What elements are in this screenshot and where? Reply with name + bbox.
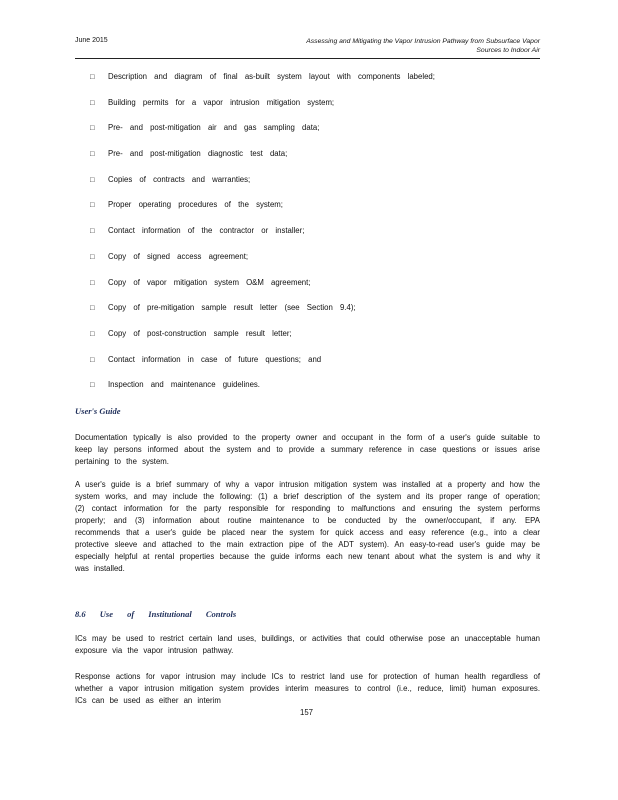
checkbox-bullet-icon: □ xyxy=(90,251,95,261)
list-item-text: Contact information in case of future questions; and xyxy=(108,354,322,364)
list-item-text: Copy of post-construction sample result letter; xyxy=(108,328,292,338)
checkbox-bullet-icon: □ xyxy=(90,174,95,184)
header-date: June 2015 xyxy=(75,37,108,44)
checkbox-bullet-icon: □ xyxy=(90,200,95,210)
list-item-text: Pre- and post-mitigation diagnostic test data; xyxy=(108,149,288,159)
body-paragraph: Documentation typically is also provided to the property owner and occupant in the form of a user's guide suitable to keep lay persons informed about the system and to provide a summary reference in case questions or issues arise pertaining to the system. xyxy=(75,433,540,466)
body-paragraph: Response actions for vapor intrusion may include ICs to restrict land use for protection of human health regardless of whether a vapor intrusion mitigation system provides interim measures to control (i.e., reduce, limit) human exposures. ICs can be used as either an interim xyxy=(75,672,540,705)
list-item-text: Inspection and maintenance guidelines. xyxy=(108,380,260,390)
list-item xyxy=(90,149,435,175)
checkbox-bullet-icon: □ xyxy=(90,277,95,287)
header-document-title: Assessing and Mitigating the Vapor Intrusion Pathway from Subsurface Vapor Sources to Indoor Air xyxy=(306,38,540,54)
body-paragraph: ICs may be used to restrict certain land uses, buildings, or activities that could otherwise pose an unacceptable human exposure via the vapor intrusion pathway. xyxy=(75,634,540,655)
section-heading-institutional-controls: 8.6 Use of Institutional Controls xyxy=(75,609,237,619)
list-item-text: Copy of signed access agreement; xyxy=(108,251,249,261)
list-item xyxy=(90,355,435,381)
list-item-text: Pre- and post-mitigation air and gas sampling data; xyxy=(108,123,320,133)
list-item xyxy=(90,98,435,124)
list-item xyxy=(90,226,435,252)
checkbox-bullet-icon: □ xyxy=(90,354,95,364)
header-rule xyxy=(75,58,540,59)
checkbox-bullet-icon: □ xyxy=(90,226,95,236)
list-item-text: Copy of vapor mitigation system O&M agreement; xyxy=(108,277,311,287)
list-item-text: Description and diagram of final as-built system layout with components labeled; xyxy=(108,72,435,81)
checkbox-bullet-icon: □ xyxy=(90,97,95,107)
checkbox-bullet-icon: □ xyxy=(90,72,95,81)
body-paragraph: A user's guide is a brief summary of why a vapor intrusion mitigation system was installed at a property and how the system works, and may include the following: (1) a brief description of the system and its proper range of operation; (2) contact information for the party responsible for responding to malfunctions and ensuring the system performs properly; and (3) information about routine maintenance to be conducted by the owner/occupant, if any. EPA recommends that a user's guide be placed near the system for quick access and easy reference (e.g., into a clear protective sleeve and attached to the main extraction pipe of the ADT system). An easy-to-read user's guide may be especially helpful at rental properties because the guide informs each new tenant about what the system is and why it was installed. xyxy=(75,480,540,573)
list-item-text: Copy of pre-mitigation sample result letter (see Section 9.4); xyxy=(108,303,356,313)
checkbox-bullet-icon: □ xyxy=(90,328,95,338)
page-number: 157 xyxy=(300,708,314,717)
list-item xyxy=(90,200,435,226)
list-item xyxy=(90,380,435,406)
list-item-text: Building permits for a vapor intrusion mitigation system; xyxy=(108,97,335,107)
list-item-text: Contact information of the contractor or installer; xyxy=(108,226,305,236)
checkbox-bullet-icon: □ xyxy=(90,123,95,133)
list-item xyxy=(90,123,435,149)
section-heading-users-guide: User's Guide xyxy=(75,406,121,416)
list-item xyxy=(90,175,435,201)
list-item-text: Copies of contracts and warranties; xyxy=(108,174,251,184)
checkbox-bullet-icon: □ xyxy=(90,303,95,313)
records-bullet-list xyxy=(90,72,435,406)
list-item xyxy=(90,303,435,329)
list-item xyxy=(90,278,435,304)
checkbox-bullet-icon: □ xyxy=(90,149,95,159)
checkbox-bullet-icon: □ xyxy=(90,380,95,390)
list-item xyxy=(90,252,435,278)
list-item-text: Proper operating procedures of the system; xyxy=(108,200,283,210)
list-item xyxy=(90,72,435,98)
list-item xyxy=(90,329,435,355)
